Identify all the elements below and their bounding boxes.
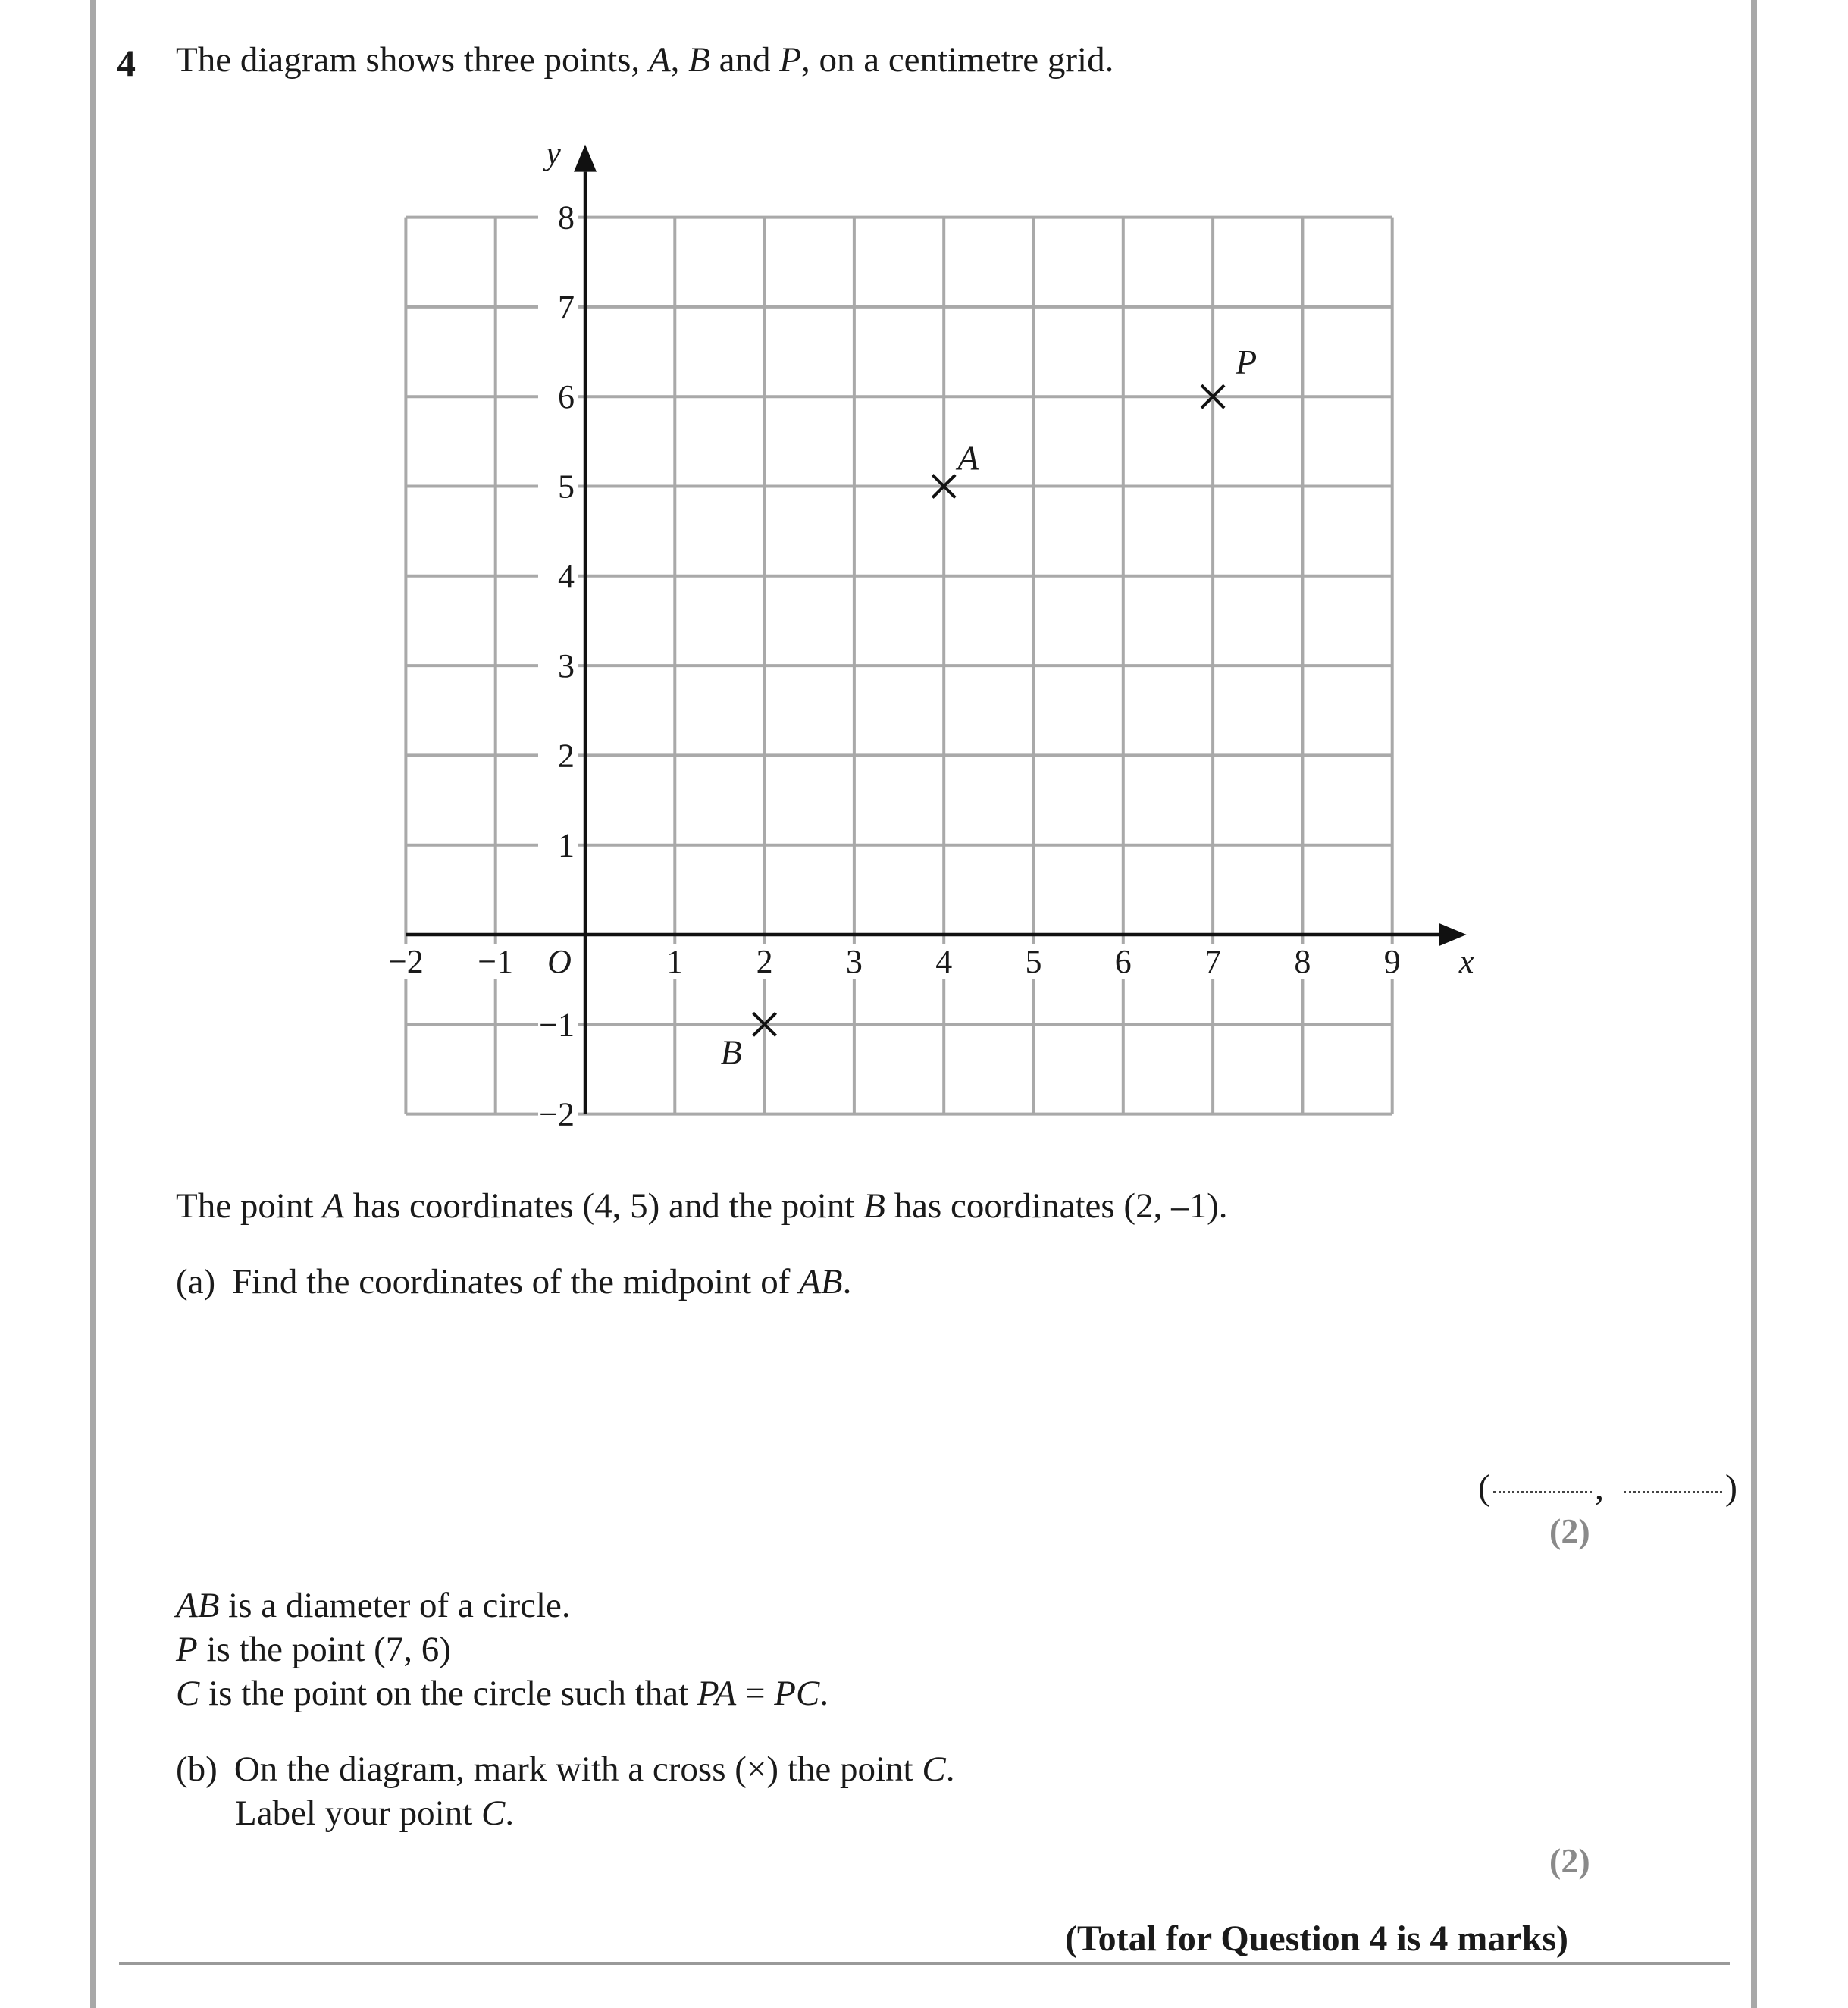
y-tick-label: 6 <box>558 378 575 416</box>
point-b-label: B <box>720 1032 742 1072</box>
circle-line-2: P is the point (7, 6) <box>176 1630 451 1669</box>
y-tick-label: 7 <box>558 288 575 326</box>
bottom-rule <box>119 1962 1730 1965</box>
y-tick-label: 3 <box>558 647 575 685</box>
part-b-instruction: Label your point C. <box>235 1793 515 1833</box>
y-tick-label: 4 <box>558 557 575 595</box>
point-a-label: A <box>957 438 979 478</box>
question-intro: The diagram shows three points, A, B and P, on a centimetre grid. <box>176 40 1114 80</box>
marks-part-b: (2) <box>1549 1841 1590 1880</box>
part-b-question: (b) On the diagram, mark with a cross (×) the point C. <box>176 1750 955 1789</box>
y-tick-label: 8 <box>558 199 575 237</box>
point-p-label: P <box>1236 343 1258 382</box>
x-tick-label: 9 <box>1383 943 1401 980</box>
tick-labels <box>388 135 1474 1133</box>
question-number: 4 <box>117 42 136 84</box>
y-tick-label: −1 <box>539 1006 575 1044</box>
x-tick-label: 6 <box>1114 943 1132 980</box>
x-tick-label: 1 <box>666 943 684 980</box>
coordinates-statement: The point A has coordinates (4, 5) and the point B has coordinates (2, –1). <box>176 1186 1228 1226</box>
answer-line-a[interactable]: ( , ) <box>1478 1468 1737 1508</box>
y-axis-arrowhead <box>574 145 597 172</box>
circle-line-1: AB is a diameter of a circle. <box>176 1586 571 1625</box>
y-tick-label: 2 <box>558 737 575 775</box>
circle-line-3: C is the point on the circle such that PA = PC. <box>176 1674 829 1713</box>
answer-blank-x[interactable] <box>1493 1491 1592 1493</box>
answer-blank-y[interactable] <box>1624 1491 1722 1493</box>
y-tick-label: −2 <box>539 1095 575 1133</box>
x-tick-label: 3 <box>845 943 863 980</box>
x-tick-label: 5 <box>1025 943 1042 980</box>
x-tick-label: 4 <box>935 943 953 980</box>
x-tick-label: 2 <box>756 943 773 980</box>
x-tick-label: 8 <box>1294 943 1311 980</box>
x-axis-label: x <box>1458 943 1474 980</box>
y-tick-label: 5 <box>558 468 575 506</box>
question-total: (Total for Question 4 is 4 marks) <box>1065 1919 1569 1959</box>
y-tick-label: 1 <box>558 826 575 864</box>
x-tick-label: −2 <box>387 943 424 980</box>
x-tick-label: 7 <box>1204 943 1222 980</box>
marks-part-a: (2) <box>1549 1511 1590 1550</box>
origin-label: O <box>547 943 572 980</box>
x-tick-label: −1 <box>478 943 514 980</box>
part-a-question: (a) Find the coordinates of the midpoint of AB. <box>176 1262 852 1302</box>
y-axis-label: y <box>546 134 561 172</box>
point-marks <box>720 343 1257 1071</box>
